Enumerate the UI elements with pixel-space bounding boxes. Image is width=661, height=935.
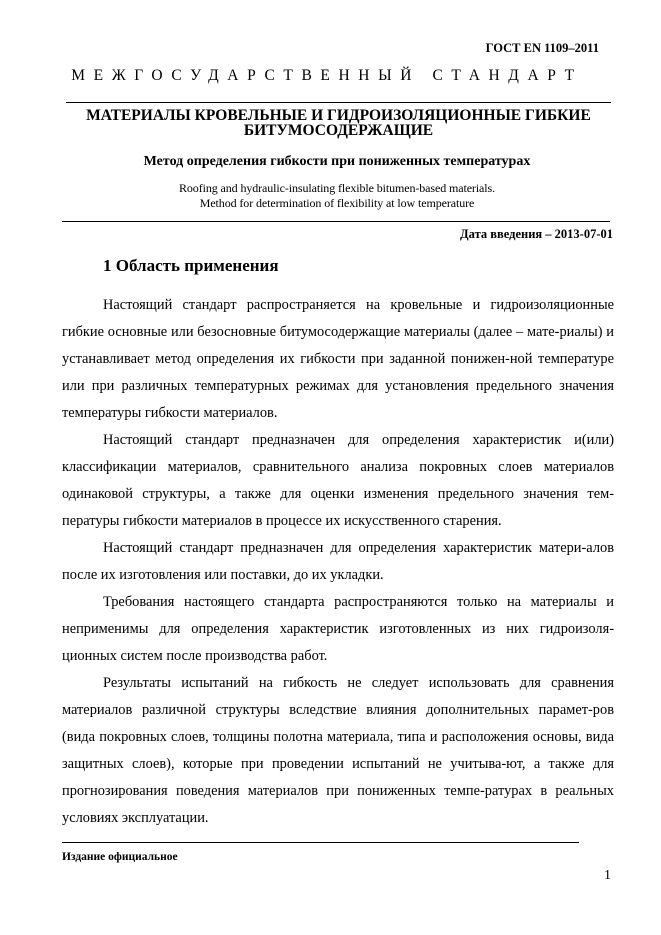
page-number: 1 [604,868,611,883]
document-title [66,109,611,138]
section-heading: 1 Область применения [103,256,279,275]
english-title-line-2: Method for determination of flexibility at low temperature [199,195,475,210]
title-divider [62,221,610,222]
title-line-2: БИТУМОСОДЕРЖАЩИЕ [243,121,434,139]
top-divider [66,102,611,103]
paragraph-4: Требования настоящего стандарта распространяются только на материалы и неприменимы для определения характеристик изготовленных из них гидроизоля-ционных систем после производства работ. [62,594,614,664]
footer-divider [62,842,579,843]
paragraph-3: Настоящий стандарт предназначен для определения характеристик матери-алов после их изготовления или поставки, до их укладки. [62,540,614,583]
english-title [62,181,612,210]
document-subtitle: Метод определения гибкости при пониженных температурах [143,154,531,169]
title-line-1: МАТЕРИАЛЫ КРОВЕЛЬНЫЕ И ГИДРОИЗОЛЯЦИОННЫЕ ГИБКИЕ [86,107,591,124]
document-id: ГОСТ EN 1109–2011 [485,41,599,55]
introduction-date: Дата введения – 2013-07-01 [460,227,613,241]
interstate-standard-heading: МЕЖГОСУДАРСТВЕННЫЙ СТАНДАРТ [71,67,583,84]
paragraph-2: Настоящий стандарт предназначен для определения характеристик и(или) классификации материалов, сравнительного анализа покровных слоев материалов одинаковой структуры, а также для оценки изменения предельного значения тем-пературы гибкости материалов в процессе их искусственного старения. [62,432,614,529]
paragraph-1: Настоящий стандарт распространяется на кровельные и гидроизоляционные гибкие основные или безосновные битумосодержащие материалы (далее – мате-риалы) и устанавливает метод определения их гибкости при заданной понижен-ной температуре или при различных температурных режимах для установления предельного значения температуры гибкости материалов. [62,297,614,421]
official-edition-label: Издание официальное [62,851,178,863]
section-body [62,292,614,832]
paragraph-5: Результаты испытаний на гибкость не следует использовать для сравнения материалов различной структуры вследствие влияния дополнительных парамет-ров (вида покровных слоев, толщины полотна материала, типа и расположения основы, вида защитных слоев), которые при проведении испытаний не учитыва-ют, а также для прогнозирования поведения материалов при пониженных темпе-ратурах в реальных условиях эксплуатации. [62,675,614,826]
english-title-line-1: Roofing and hydraulic-insulating flexible bitumen-based materials. [179,181,495,195]
